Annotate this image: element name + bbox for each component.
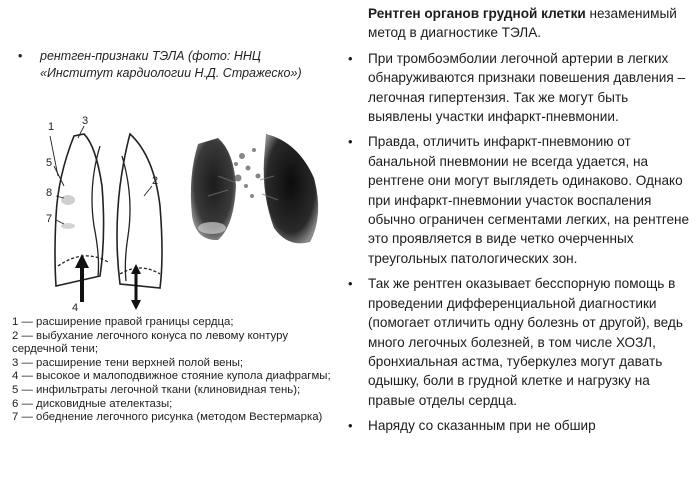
legend-item: 7 — обеднение легочного рисунка (методом Вестермарка) bbox=[12, 411, 323, 424]
figure-caption bbox=[18, 48, 318, 82]
legend-item: 4 — высокое и малоподвижное стояние купола диафрагмы; bbox=[12, 370, 331, 383]
list-item-text: При тромбоэмболии легочной артерии в легких обнаруживаются признаки повешения давления – легочная гипертензия. Так же могут быть выявлены участки инфаркт-пневмонии. bbox=[368, 50, 686, 125]
diagram-label-1: 1 bbox=[48, 121, 55, 133]
bullet-dot: • bbox=[348, 134, 353, 150]
caption-bullet: • bbox=[18, 49, 23, 63]
diagram-label-7: 7 bbox=[46, 213, 53, 225]
legend-item: 3 — расширение тени верхней полой вены; bbox=[12, 356, 244, 369]
legend-item: 6 — дисковидные ателектазы; bbox=[12, 397, 173, 410]
caption-text: рентген-признаки ТЭЛА (фото: ННЦ «Институт кардиологии Н.Д. Стражеско») bbox=[40, 49, 302, 80]
article-body bbox=[340, 4, 694, 442]
legend-item: 5 — инфильтраты легочной ткани (клиновидная тень); bbox=[12, 383, 301, 396]
xray-lower-zone bbox=[198, 222, 226, 234]
intro-paragraph bbox=[368, 4, 694, 43]
mobility-arrow-head-up bbox=[131, 264, 141, 274]
infiltrate-shade bbox=[61, 195, 75, 205]
heart-contour-left bbox=[122, 156, 130, 281]
chest-schematic-diagram bbox=[44, 116, 172, 312]
diagram-label-8: 8 bbox=[46, 187, 53, 199]
legend-item: 1 — расширение правой границы сердца; bbox=[12, 316, 234, 328]
left-lung-outline bbox=[117, 134, 162, 288]
legend-item: 2 — выбухание легочного конуса по левому контуру сердечной тени; bbox=[12, 329, 289, 356]
figure-legend bbox=[12, 316, 344, 425]
list-item-text: Правда, отличить инфаркт-пневмонию от банальной пневмонии не всегда удается, на рентгене они могут выглядеть одинаково. Однако при инфаркт-пневмонии участок воспаления обычно ограничен сегментами легких, на рентгене это проявляется в виде четко очерченных треугольных патологических зон. bbox=[368, 134, 690, 266]
list-item-text: Так же рентген оказывает бесспорную помощь в проведении дифференциальной диагностики (помогает отличить одну болезнь от другой), ведь много легочных болезней, в том числе ХОЗЛ, бронхиальная астма, туберкулез могут давать одышку, боли в грудной клетке и нагрузку на правые отделы сердца. bbox=[368, 276, 683, 408]
list-item-text: Наряду со сказанным при не обшир bbox=[368, 418, 596, 434]
bullet-dot: • bbox=[348, 50, 353, 66]
mobility-arrow-head-down bbox=[131, 300, 141, 310]
list-item bbox=[340, 132, 694, 268]
bullet-list bbox=[340, 49, 694, 436]
chest-xray-image bbox=[178, 116, 328, 266]
diagram-label-2: 2 bbox=[152, 175, 159, 187]
bullet-dot: • bbox=[348, 418, 353, 434]
list-item bbox=[340, 49, 694, 127]
bullet-dot: • bbox=[348, 276, 353, 292]
diagram-label-4: 4 bbox=[72, 302, 79, 312]
list-item bbox=[340, 274, 694, 410]
diagram-label-3: 3 bbox=[82, 116, 89, 127]
intro-rest: незаменимый метод в диагностике ТЭЛА. bbox=[368, 6, 677, 41]
intro-bold: Рентген органов грудной клетки bbox=[368, 6, 586, 21]
list-item bbox=[340, 416, 694, 435]
diagram-label-5: 5 bbox=[46, 157, 53, 169]
